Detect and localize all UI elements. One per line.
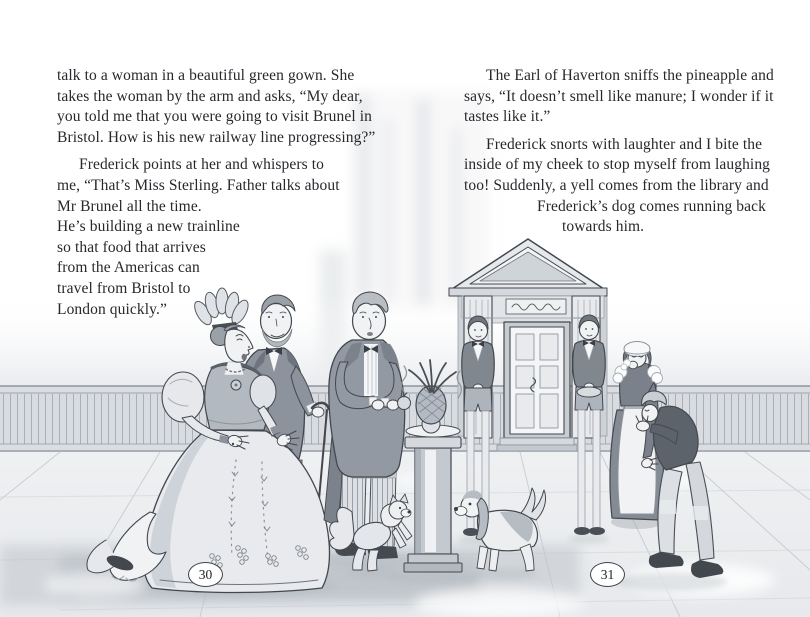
hand-over-mouth: [637, 421, 650, 431]
text-line: me, “That’s Miss Sterling. Father talks about: [57, 176, 340, 194]
text-line: says, “It doesn’t smell like manure; I wonder if it: [464, 87, 774, 105]
text-line: you told me that you were going to visit Brunel in: [57, 108, 372, 126]
page-number-30: [188, 562, 223, 587]
text-line: takes the woman by the arm and asks, “My dear,: [57, 87, 363, 105]
text-line: too! Suddenly, a yell comes from the library and: [464, 176, 769, 194]
paragraph: [464, 66, 800, 128]
text-line: so that food that arrives: [57, 238, 206, 256]
page-number-31: [590, 562, 625, 587]
text-line: London quickly.”: [57, 300, 167, 318]
page-number-label: 30: [198, 566, 213, 582]
text-line: The Earl of Haverton sniffs the pineapple and: [486, 67, 774, 84]
text-line: travel from Bristol to: [57, 279, 191, 297]
page-number-label: 31: [600, 566, 615, 582]
paragraph: [57, 155, 413, 320]
text-line: tastes like it.”: [464, 108, 551, 126]
paragraph: [464, 135, 800, 238]
text-line: Bristol. How is his new railway line progressing?”: [57, 128, 376, 146]
text-line: talk to a woman in a beautiful green gown. She: [57, 67, 355, 84]
text-line: inside of my cheek to stop myself from laughing: [464, 156, 771, 174]
door-step: [500, 438, 574, 445]
text-line: from the Americas can: [57, 259, 200, 277]
left-page-text: [57, 66, 413, 320]
text-line: He’s building a new trainline: [57, 218, 240, 236]
apple-in-hand: [398, 397, 411, 410]
right-page-text: [464, 66, 800, 238]
footman-basin: [577, 387, 601, 397]
text-line: Frederick points at her and whispers to: [79, 156, 324, 174]
text-line: towards him.: [562, 218, 645, 236]
text-line: Mr Brunel all the time.: [57, 197, 202, 215]
text-line: Frederick snorts with laughter and I bite the: [486, 135, 763, 153]
paragraph: [57, 66, 413, 148]
panelled-door: [504, 322, 570, 438]
text-line: Frederick’s dog comes running back: [537, 197, 766, 215]
